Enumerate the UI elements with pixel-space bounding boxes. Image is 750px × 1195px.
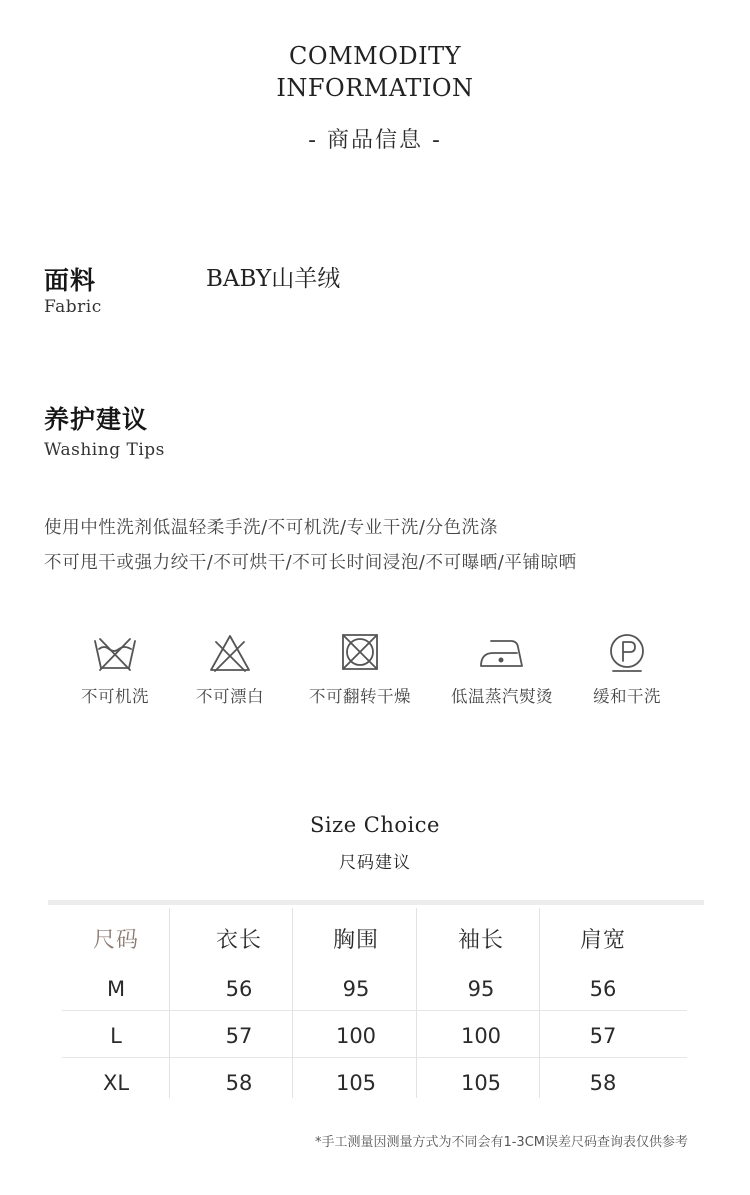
size-header-cell: 尺码: [92, 928, 139, 953]
care-item-low-temp-iron: [432, 633, 572, 707]
size-title-en: Size Choice: [310, 813, 440, 837]
table-cell: XL: [102, 1071, 130, 1095]
care-item-gentle-dry-clean: [557, 633, 697, 707]
table-cell: 105: [335, 1071, 377, 1095]
fabric-value: BABY山羊绒: [206, 266, 341, 292]
fabric-label-cn: 面料: [44, 266, 97, 295]
table-row-divider: [62, 1057, 687, 1058]
care-label-no-bleach: 不可漂白: [196, 687, 264, 706]
table-cell: 56: [225, 977, 253, 1001]
table-cell: 100: [460, 1024, 502, 1048]
table-cell: 58: [589, 1071, 617, 1095]
chest-header-cell: 胸围: [332, 928, 379, 953]
care-label-low-temp-iron: 低温蒸汽熨烫: [451, 687, 553, 706]
sleeve-header-cell: 袖长: [457, 928, 504, 953]
table-cell: 95: [467, 977, 495, 1001]
gentle-dry-clean-icon: [604, 633, 650, 673]
title-en-line1: COMMODITY: [289, 42, 461, 70]
washing-tips-line1: 使用中性洗剂低温轻柔手洗/不可机洗/专业干洗/分色洗涤: [44, 518, 498, 538]
table-cell: L: [110, 1024, 122, 1048]
no-tumble-dry-icon: [337, 633, 383, 673]
care-label-no-machine-wash: 不可机洗: [81, 687, 149, 706]
table-cell: 56: [589, 977, 617, 1001]
table-cell: 105: [460, 1071, 502, 1095]
fabric-label-en: Fabric: [44, 297, 102, 317]
care-item-no-bleach: [160, 633, 300, 707]
washing-label-en: Washing Tips: [44, 440, 165, 460]
table-cell: 57: [589, 1024, 617, 1048]
table-cell: 58: [225, 1071, 253, 1095]
size-title-cn: 尺码建议: [339, 853, 411, 873]
table-cell: 95: [342, 977, 370, 1001]
table-cell: 57: [225, 1024, 253, 1048]
care-label-gentle-dry-clean: 缓和干洗: [593, 687, 661, 706]
length-header-cell: 衣长: [215, 928, 262, 953]
table-cell: 100: [335, 1024, 377, 1048]
no-machine-wash-icon: [92, 633, 138, 673]
washing-label-cn: 养护建议: [44, 405, 149, 434]
title-cn: - 商品信息 -: [308, 128, 442, 153]
no-bleach-icon: [207, 633, 253, 673]
table-row-divider: [62, 1010, 687, 1011]
title-en-line2: INFORMATION: [276, 74, 474, 102]
care-item-no-tumble-dry: [290, 633, 430, 707]
shoulder-header-cell: 肩宽: [579, 928, 626, 953]
washing-tips-line2: 不可甩干或强力绞干/不可烘干/不可长时间浸泡/不可曝晒/平铺晾晒: [44, 553, 577, 573]
table-cell: M: [106, 977, 126, 1001]
table-top-line: [48, 900, 704, 905]
low-temp-iron-icon: [477, 633, 527, 673]
care-label-no-tumble-dry: 不可翻转干燥: [309, 687, 411, 706]
size-footnote: *手工测量因测量方式为不同会有1-3CM误差尺码查询表仅供参考: [314, 1135, 688, 1150]
